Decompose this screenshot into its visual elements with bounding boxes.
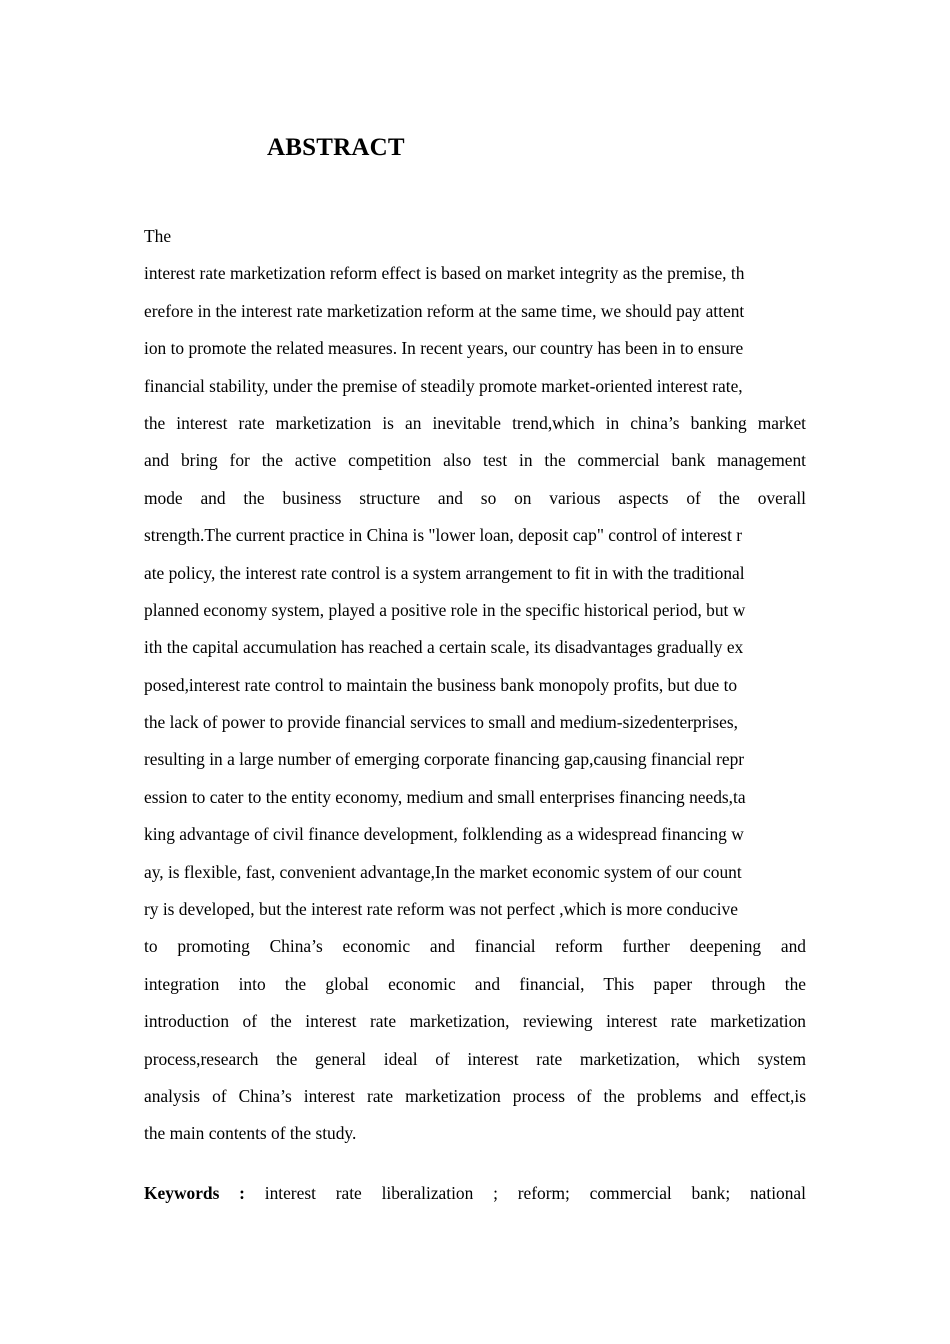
keywords-label: Keywords : bbox=[144, 1183, 245, 1203]
abstract-line: erefore in the interest rate marketization reform at the same time, we should pay attent bbox=[144, 300, 745, 321]
abstract-line: ession to cater to the entity economy, medium and small enterprises financing needs,ta bbox=[144, 786, 746, 807]
abstract-line: ith the capital accumulation has reached a certain scale, its disadvantages gradually ex bbox=[144, 637, 744, 658]
abstract-line: to promoting China’s economic and financial reform further deepening and bbox=[144, 936, 806, 957]
abstract-line: mode and the business structure and so on various aspects of the overall bbox=[144, 487, 806, 508]
abstract-line: interest rate marketization reform effect is based on market integrity as the premise, th bbox=[144, 263, 745, 284]
abstract-body bbox=[144, 222, 806, 1157]
abstract-line: ate policy, the interest rate control is a system arrangement to fit in with the traditional bbox=[144, 562, 745, 583]
abstract-line: The bbox=[144, 226, 172, 246]
abstract-line: the lack of power to provide financial services to small and medium-sizedenterprises, bbox=[144, 712, 738, 733]
abstract-line: process,research the general ideal of interest rate marketization, which system bbox=[144, 1048, 806, 1069]
abstract-line: financial stability, under the premise of steadily promote market-oriented interest rate, bbox=[144, 375, 743, 396]
abstract-line: ion to promote the related measures. In recent years, our country has been in to ensure bbox=[144, 338, 744, 359]
keywords-text: interest rate liberalization ; reform; commercial bank; national bbox=[264, 1183, 806, 1203]
abstract-line: ry is developed, but the interest rate reform was not perfect ,which is more conducive bbox=[144, 899, 738, 920]
abstract-line: planned economy system, played a positive role in the specific historical period, but w bbox=[144, 599, 746, 620]
abstract-line: the main contents of the study. bbox=[144, 1123, 357, 1144]
abstract-line: resulting in a large number of emerging corporate financing gap,causing financial repr bbox=[144, 749, 745, 770]
abstract-line: the interest rate marketization is an inevitable trend,which in china’s banking market bbox=[144, 412, 806, 433]
abstract-line: ay, is flexible, fast, convenient advantage,In the market economic system of our count bbox=[144, 861, 742, 882]
abstract-line: analysis of China’s interest rate marketization process of the problems and effect,is bbox=[144, 1085, 806, 1106]
abstract-line: and bring for the active competition also test in the commercial bank management bbox=[144, 450, 806, 471]
abstract-line: king advantage of civil finance development, folklending as a widespread financing w bbox=[144, 824, 744, 845]
keywords-line bbox=[144, 1179, 806, 1207]
abstract-line: posed,interest rate control to maintain the business bank monopoly profits, but due to bbox=[144, 674, 738, 695]
abstract-line: integration into the global economic and financial, This paper through the bbox=[144, 973, 806, 994]
abstract-line: introduction of the interest rate marketization, reviewing interest rate marketization bbox=[144, 1011, 806, 1032]
abstract-title: ABSTRACT bbox=[267, 134, 405, 161]
abstract-line: strength.The current practice in China is "lower loan, deposit cap" control of interest r bbox=[144, 525, 743, 546]
